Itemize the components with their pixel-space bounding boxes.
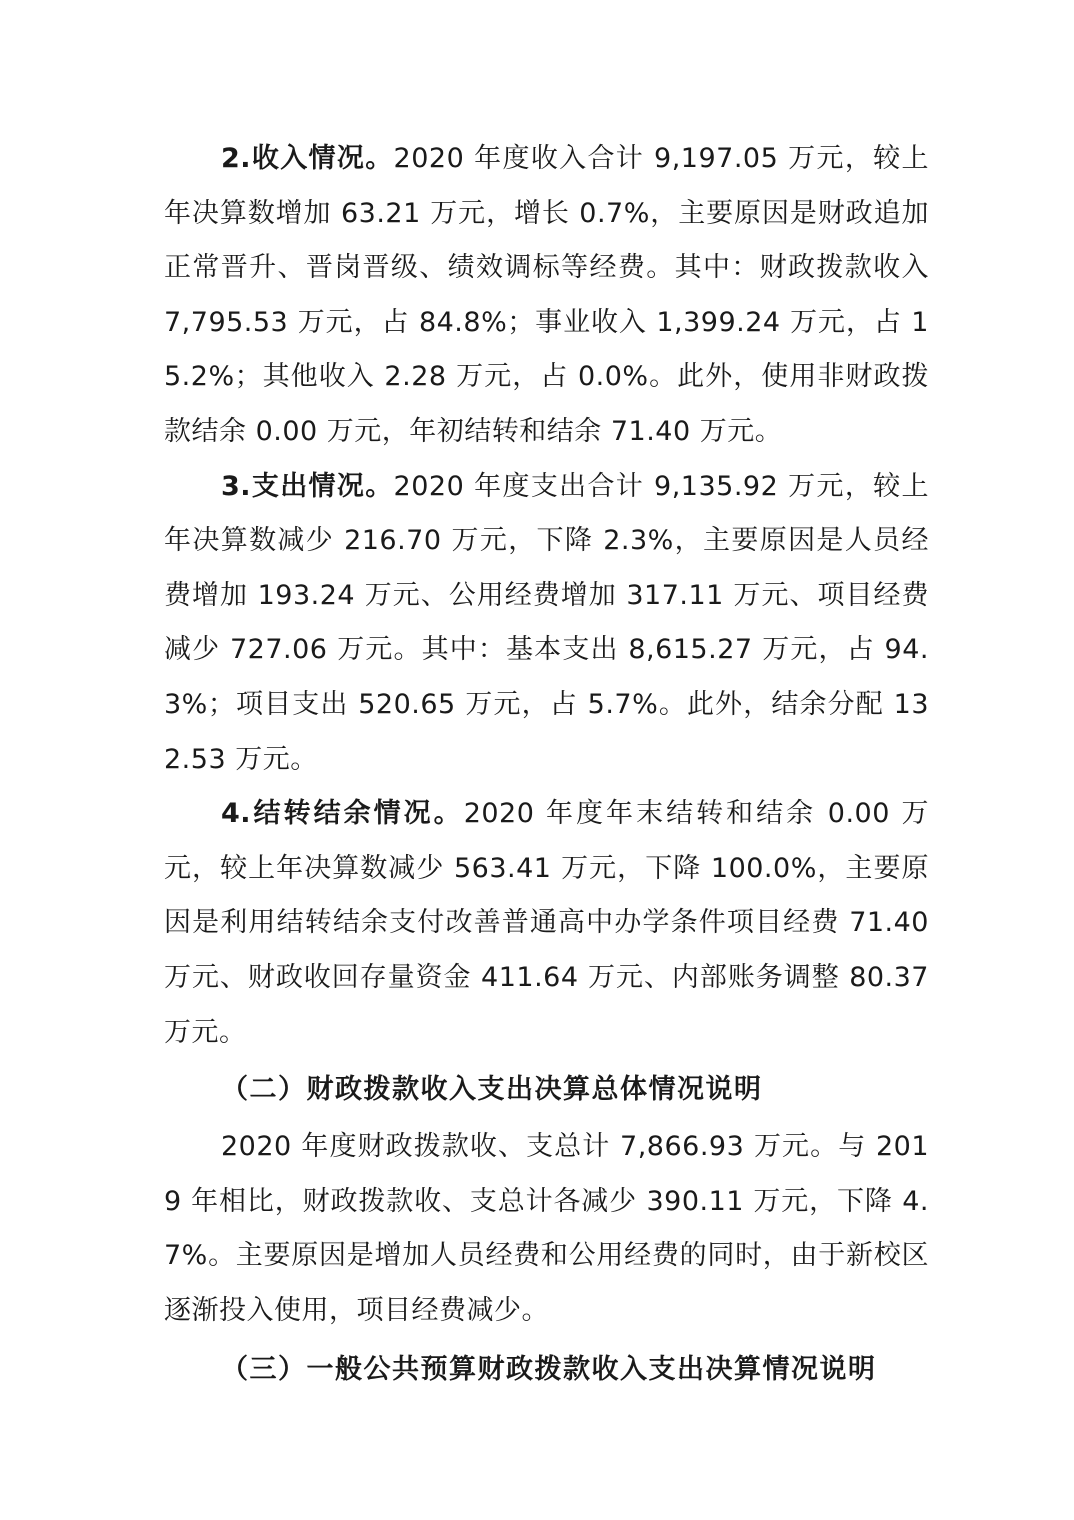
- document-page: [164, 132, 929, 1400]
- expenditure-section-title: 3.支出情况。: [221, 470, 394, 502]
- carryover-section-title: 4.结转结余情况。: [221, 798, 464, 830]
- income-section: [164, 132, 929, 460]
- fiscal-allocation-heading: （二）财政拨款收入支出决算总体情况说明: [221, 1074, 763, 1106]
- expenditure-section: [164, 460, 929, 788]
- income-section-text: 2020 年度收入合计 9,197.05 万元，较上年决算数增加 63.21 万元，增长 0.7%，主要原因是财政追加正常晋升、晋岗晋级、绩效调标等经费。其中：财政拨款收入 7,795.53 万元，占 84.8%；事业收入 1,399.24 万元，占 15.2%；其他收入 2.28 万元，占 0.0%。此外，使用非财政拨款结余 0.00 万元，年初结转和结余 71.40 万元。: [164, 143, 930, 447]
- income-section-title: 2.收入情况。: [221, 143, 394, 174]
- general-budget-heading: （三）一般公共预算财政拨款收入支出决算情况说明: [221, 1354, 877, 1386]
- fiscal-allocation-paragraph: 2020 年度财政拨款收、支总计 7,866.93 万元。与 2019 年相比，财政拨款收、支总计各减少 390.11 万元，下降 4.7%。主要原因是增加人员经费和公用经费的同时，由于新校区逐渐投入使用，项目经费减少。: [164, 1131, 929, 1326]
- carryover-section: [164, 787, 929, 1060]
- expenditure-section-text: 2020 年度支出合计 9,135.92 万元，较上年决算数减少 216.70 万元，下降 2.3%，主要原因是人员经费增加 193.24 万元、公用经费增加 317.11 万元、项目经费减少 727.06 万元。其中：基本支出 8,615.27 万元，占 94.3%；项目支出 520.65 万元，占 5.7%。此外，结余分配 132.53 万元。: [164, 470, 930, 775]
- carryover-section-text: 2020 年度年末结转和结余 0.00 万元，较上年决算数减少 563.41 万元，下降 100.0%，主要原因是利用结转结余支付改善普通高中办学条件项目经费 71.40 万元、财政收回存量资金 411.64 万元、内部账务调整 80.37 万元。: [164, 798, 930, 1048]
